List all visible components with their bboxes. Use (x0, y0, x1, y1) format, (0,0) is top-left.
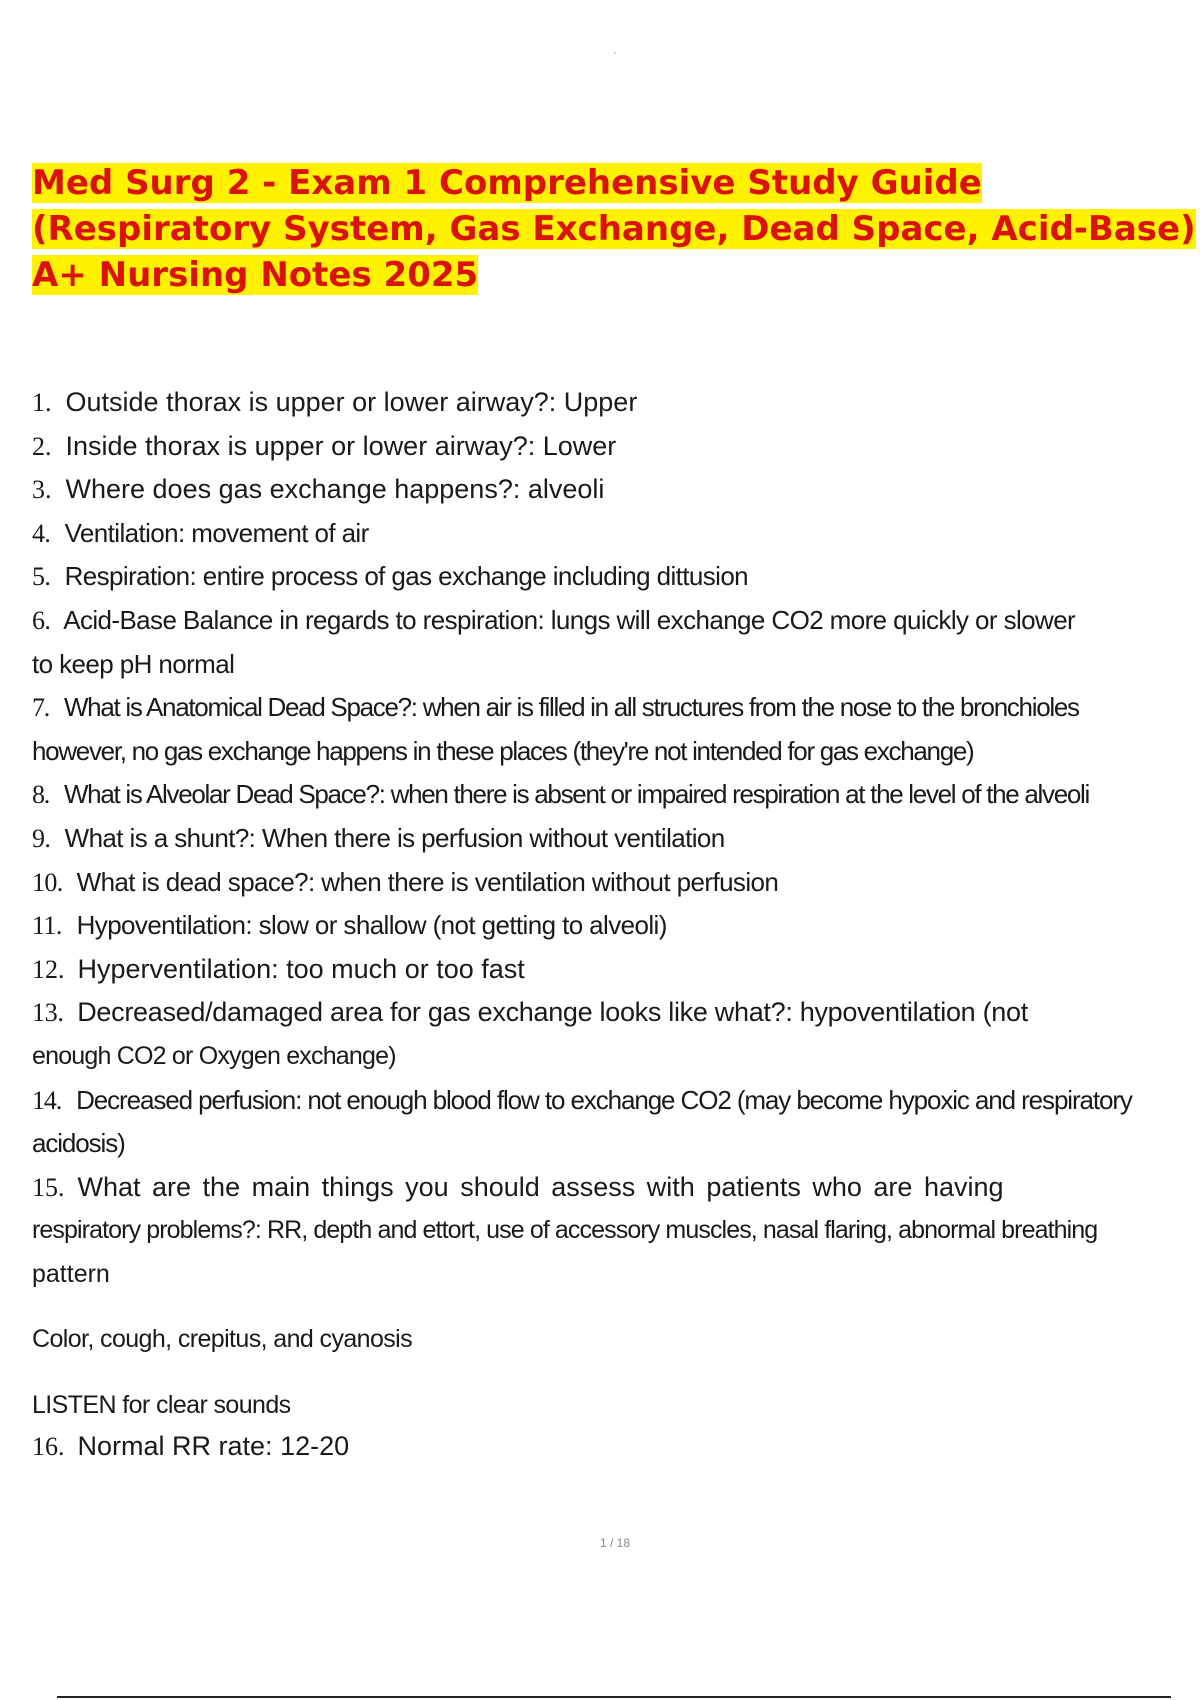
item-number: 16. (32, 1431, 65, 1461)
item-number: 11. (32, 911, 62, 941)
item-number: 8. (32, 780, 49, 810)
item-number: 2. (32, 431, 52, 461)
item-answer: movement of air (191, 517, 369, 548)
item-answer: when air is filled in all structures from the nose to the bronchioles (422, 692, 1079, 723)
item-question: What is Alveolar Dead Space?: (63, 779, 385, 810)
page-divider (57, 1696, 1171, 1698)
item-question: Decreased/damaged area for gas exchange looks like what?: (77, 997, 793, 1028)
spacer (32, 1296, 1200, 1318)
item-number: 13. (32, 998, 64, 1028)
item-question: What are the main things you should assess with patients who are having (77, 1171, 1004, 1202)
item-question: Inside thorax is upper or lower airway?: (65, 430, 536, 461)
item-number: 9. (32, 823, 51, 853)
item-question: Decreased perfusion: (76, 1084, 302, 1115)
item-answer: alveoli (527, 474, 605, 505)
item-answer: too much or too fast (286, 953, 525, 984)
item-answer-continued: to keep pH normal (32, 648, 235, 679)
item-number: 6. (32, 605, 51, 635)
page-mark (614, 52, 616, 54)
item-question: Ventilation: (64, 517, 185, 548)
item-question: What is Anatomical Dead Space?: (63, 692, 417, 723)
item-question: Respiration: (64, 561, 197, 592)
list-item (32, 904, 1200, 948)
item-question: Normal RR rate: (77, 1430, 273, 1461)
spacer (32, 1362, 1200, 1384)
item-number: 12. (32, 954, 65, 984)
item-answer: hypoventilation (not (799, 997, 1028, 1028)
list-item (32, 817, 1200, 861)
item-number: 10. (32, 867, 63, 897)
list-item (32, 948, 1200, 992)
list-item (32, 425, 1200, 469)
item-answer-continued: acidosis) (32, 1128, 125, 1159)
item-answer: when there is ventilation without perfusion (321, 866, 779, 897)
item-question: Outside thorax is upper or lower airway?: (65, 387, 557, 417)
list-item (32, 599, 1200, 686)
item-question: Hyperventilation: (77, 953, 279, 984)
item-question: What is dead space?: (76, 866, 315, 897)
item-number: 5. (32, 562, 51, 592)
list-item (32, 861, 1200, 905)
list-item (32, 555, 1200, 599)
item-answer: slow or shallow (not getting to alveoli) (258, 910, 667, 941)
note-line: LISTEN for clear sounds (32, 1391, 291, 1420)
document-title (32, 160, 1200, 298)
item-answer: respiratory problems?: RR, depth and ettort, use of accessory muscles, nasal flaring, abnormal breathing (32, 1216, 1098, 1245)
item-answer: 12-20 (280, 1430, 350, 1461)
item-answer: lungs will exchange CO2 more quickly or slower (550, 604, 1076, 635)
list-item (32, 991, 1200, 1078)
title-highlight: Med Surg 2 - Exam 1 Comprehensive Study Guide (Respiratory System, Gas Exchange, Dead Space, Acid-Base) A+ Nursing Notes 2025 (32, 163, 1196, 295)
item-number: 1. (32, 388, 52, 417)
list-item (32, 512, 1200, 556)
item-question: Where does gas exchange happens?: (65, 474, 521, 505)
item-number: 4. (32, 518, 51, 548)
item-answer: Lower (542, 430, 617, 461)
study-guide-list (32, 381, 1200, 1465)
item-answer-continued: enough CO2 or Oxygen exchange) (32, 1041, 396, 1070)
item-question: Acid-Base Balance in regards to respiration: (63, 604, 545, 635)
list-item (32, 773, 1200, 817)
item-number: 7. (32, 693, 49, 723)
item-question: What is a shunt?: (64, 822, 256, 853)
item-answer-continued: however, no gas exchange happens in these places (they're not intended for gas exchange) (32, 735, 974, 766)
item-answer: not enough blood flow to exchange CO2 (may become hypoxic and respiratory (307, 1084, 1132, 1115)
list-item (32, 686, 1200, 773)
item-question: Hypoventilation: (76, 910, 253, 941)
list-item (32, 1166, 1200, 1297)
page-number: 1 / 18 (599, 1536, 631, 1550)
list-item (32, 1079, 1200, 1166)
item-answer: When there is perfusion without ventilation (261, 822, 725, 853)
item-answer-continued: pattern (32, 1259, 110, 1288)
item-answer: entire process of gas exchange including dittusion (202, 561, 749, 592)
list-item (32, 468, 1200, 512)
item-answer: when there is absent or impaired respiration at the level of the alveoli (390, 779, 1089, 810)
item-number: 14. (32, 1085, 62, 1115)
item-number: 3. (32, 475, 52, 505)
item-number: 15. (32, 1172, 65, 1202)
list-item (32, 1428, 1200, 1465)
item-answer: Upper (563, 387, 638, 417)
list-item (32, 381, 1200, 425)
note-line: Color, cough, crepitus, and cyanosis (32, 1325, 413, 1354)
